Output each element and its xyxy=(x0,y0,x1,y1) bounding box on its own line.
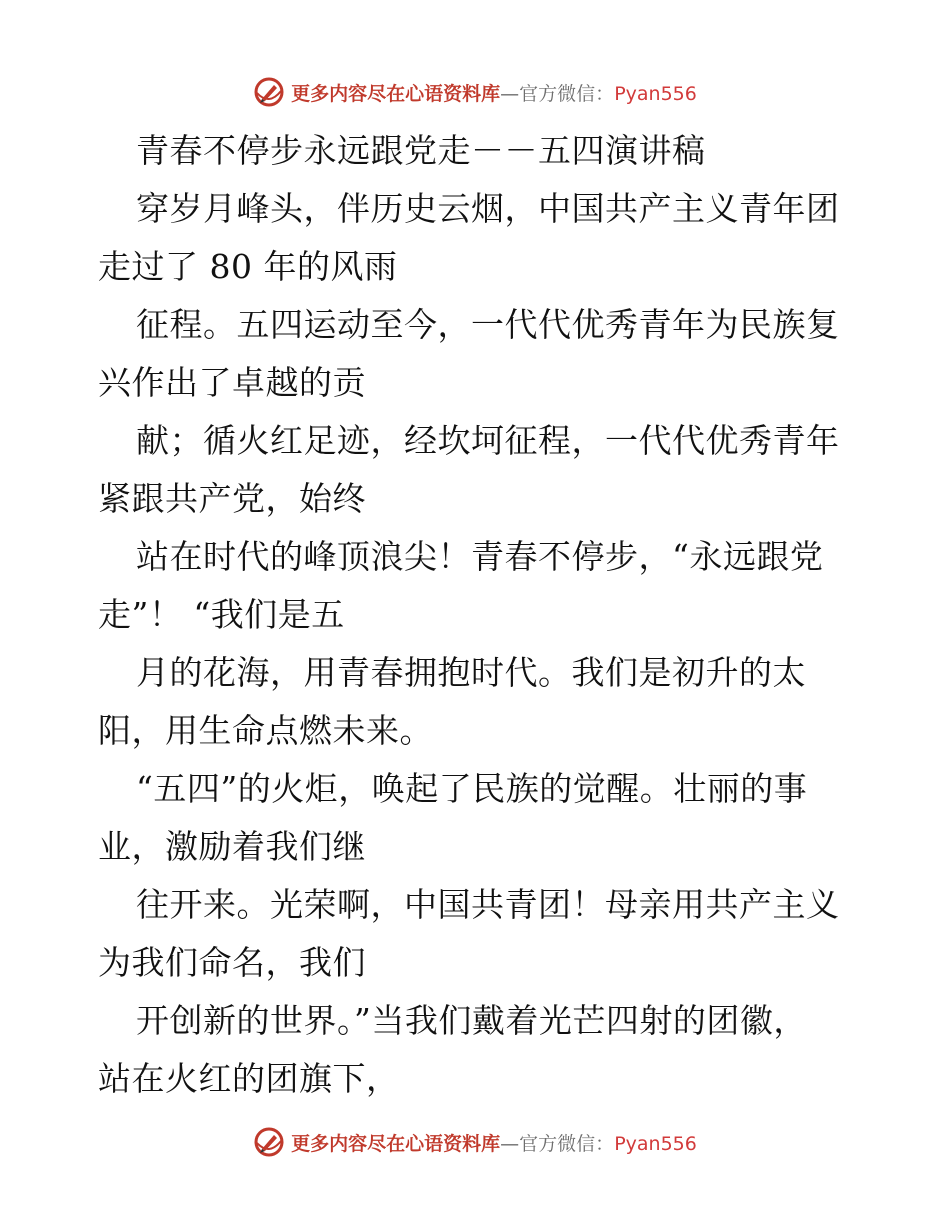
text-line: 月的花海，用青春拥抱时代。我们是初升的太 xyxy=(136,653,806,692)
pen-logo-icon xyxy=(253,76,285,108)
text-line: 业，激励着我们继 xyxy=(98,827,366,866)
document-body xyxy=(98,122,858,1108)
text-line: 走过了 80 年的风雨 xyxy=(98,247,398,286)
text-line: 站在火红的团旗下， xyxy=(98,1059,400,1098)
text-line: 穿岁月峰头，伴历史云烟，中国共产主义青年团 xyxy=(136,189,840,228)
text-line: “五四”的火炬，唤起了民族的觉醒。壮丽的事 xyxy=(136,769,808,808)
footer-banner-content xyxy=(253,1126,697,1158)
banner-wechat-id: Pyan556 xyxy=(614,82,697,105)
banner-wechat-label: 官方微信： xyxy=(519,82,615,105)
banner-wechat-label: 官方微信： xyxy=(519,1132,615,1155)
text-line: 为我们命名，我们 xyxy=(98,943,366,982)
text-line: 紧跟共产党，始终 xyxy=(98,479,366,518)
text-line: 阳，用生命点燃未来。 xyxy=(98,711,433,750)
banner-text xyxy=(291,79,697,106)
header-banner-content xyxy=(253,76,697,108)
text-line: 开创新的世界。”当我们戴着光芒四射的团徽， xyxy=(136,1001,807,1040)
banner-wechat-id: Pyan556 xyxy=(614,1132,697,1155)
document-title: 青春不停步永远跟党走－－五四演讲稿 xyxy=(136,131,706,170)
banner-text xyxy=(291,1129,697,1156)
banner-dash: — xyxy=(500,1132,520,1155)
banner-dash: — xyxy=(500,82,520,105)
text-line: 走”！ “我们是五 xyxy=(98,595,345,634)
text-line: 献；循火红足迹，经坎坷征程，一代代优秀青年 xyxy=(136,421,840,460)
text-line: 站在时代的峰顶浪尖！青春不停步，“永远跟党 xyxy=(136,537,824,576)
text-line: 征程。五四运动至今，一代代优秀青年为民族复 xyxy=(136,305,840,344)
text-line: 往开来。光荣啊，中国共青团！母亲用共产主义 xyxy=(136,885,840,924)
pen-logo-icon xyxy=(253,1126,285,1158)
banner-brand: 更多内容尽在心语资料库 xyxy=(291,82,501,105)
text-line: 兴作出了卓越的贡 xyxy=(98,363,366,402)
footer-banner xyxy=(0,1122,950,1162)
header-banner xyxy=(0,72,950,112)
banner-brand: 更多内容尽在心语资料库 xyxy=(291,1132,501,1155)
